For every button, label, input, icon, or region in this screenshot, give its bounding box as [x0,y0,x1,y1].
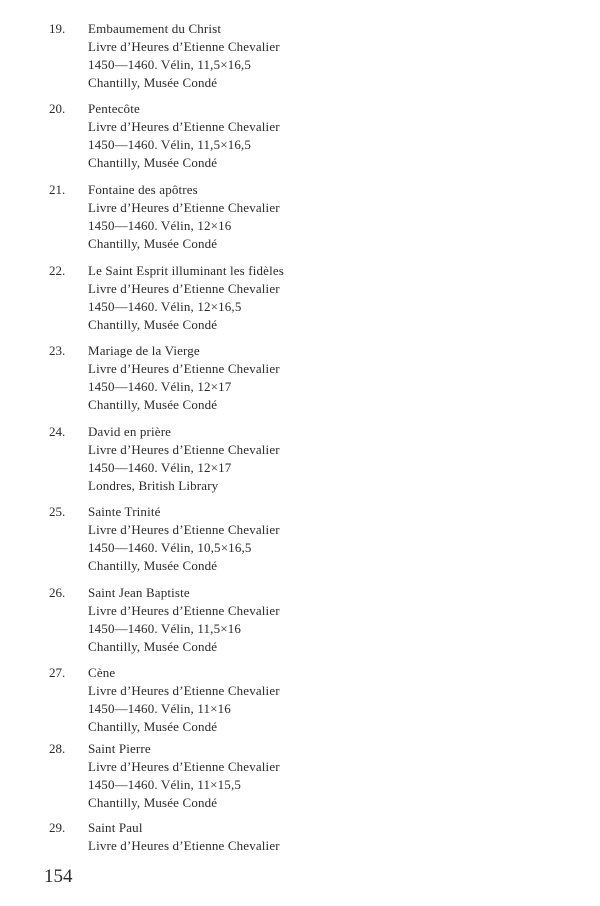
entry-number: 25. [49,504,66,519]
entry-source: Livre d’Heures d’Etienne Chevalier [88,39,280,54]
entry-details: 1450—1460. Vélin, 11,5×16,5 [88,57,252,72]
entry-details: 1450—1460. Vélin, 11×15,5 [88,777,241,792]
entry-source: Livre d’Heures d’Etienne Chevalier [88,683,280,698]
entry-details: 1450—1460. Vélin, 12×16,5 [88,299,242,314]
entry-details: 1450—1460. Vélin, 12×17 [88,460,232,475]
page-number: 154 [44,866,73,887]
entry-title: Embaumement du Christ [88,21,222,36]
entry-title: Fontaine des apôtres [88,182,198,197]
entry-source: Livre d’Heures d’Etienne Chevalier [88,603,280,618]
entry-number: 27. [49,665,66,680]
entry-details: 1450—1460. Vélin, 10,5×16,5 [88,540,252,555]
entry-source: Livre d’Heures d’Etienne Chevalier [88,281,280,296]
entry-location: Londres, British Library [88,478,219,493]
entry-number: 20. [49,101,66,116]
entry-number: 19. [49,21,66,36]
entry-location: Chantilly, Musée Condé [88,236,218,251]
entry-location: Chantilly, Musée Condé [88,317,218,332]
entry-details: 1450—1460. Vélin, 11,5×16,5 [88,137,252,152]
entry-title: Saint Jean Baptiste [88,585,190,600]
entry-title: Pentecôte [88,101,140,116]
entry-source: Livre d’Heures d’Etienne Chevalier [88,200,280,215]
entry-number: 29. [49,820,66,835]
entry-details: 1450—1460. Vélin, 11,5×16 [88,621,241,636]
entry-number: 23. [49,343,66,358]
entry-number: 26. [49,585,66,600]
entry-number: 24. [49,424,66,439]
entry-source: Livre d’Heures d’Etienne Chevalier [88,442,280,457]
entry-location: Chantilly, Musée Condé [88,155,218,170]
entry-source: Livre d’Heures d’Etienne Chevalier [88,522,280,537]
entry-title: Saint Paul [88,820,143,835]
entry-location: Chantilly, Musée Condé [88,75,218,90]
entry-details: 1450—1460. Vélin, 12×16 [88,218,232,233]
entry-details: 1450—1460. Vélin, 11×16 [88,701,231,716]
entry-source: Livre d’Heures d’Etienne Chevalier [88,759,280,774]
entry-title: Cène [88,665,116,680]
entry-number: 21. [49,182,66,197]
entry-location: Chantilly, Musée Condé [88,397,218,412]
entry-location: Chantilly, Musée Condé [88,795,218,810]
entry-title: Mariage de la Vierge [88,343,200,358]
entry-title: David en prière [88,424,172,439]
entry-title: Sainte Trinité [88,504,161,519]
entry-number: 28. [49,741,66,756]
entry-location: Chantilly, Musée Condé [88,719,218,734]
entry-source: Livre d’Heures d’Etienne Chevalier [88,838,280,853]
entry-location: Chantilly, Musée Condé [88,639,218,654]
entry-number: 22. [49,263,66,278]
entry-source: Livre d’Heures d’Etienne Chevalier [88,361,280,376]
entry-source: Livre d’Heures d’Etienne Chevalier [88,119,280,134]
entry-details: 1450—1460. Vélin, 12×17 [88,379,232,394]
entry-title: Saint Pierre [88,741,151,756]
entry-location: Chantilly, Musée Condé [88,558,218,573]
entry-title: Le Saint Esprit illuminant les fidèles [88,263,284,278]
